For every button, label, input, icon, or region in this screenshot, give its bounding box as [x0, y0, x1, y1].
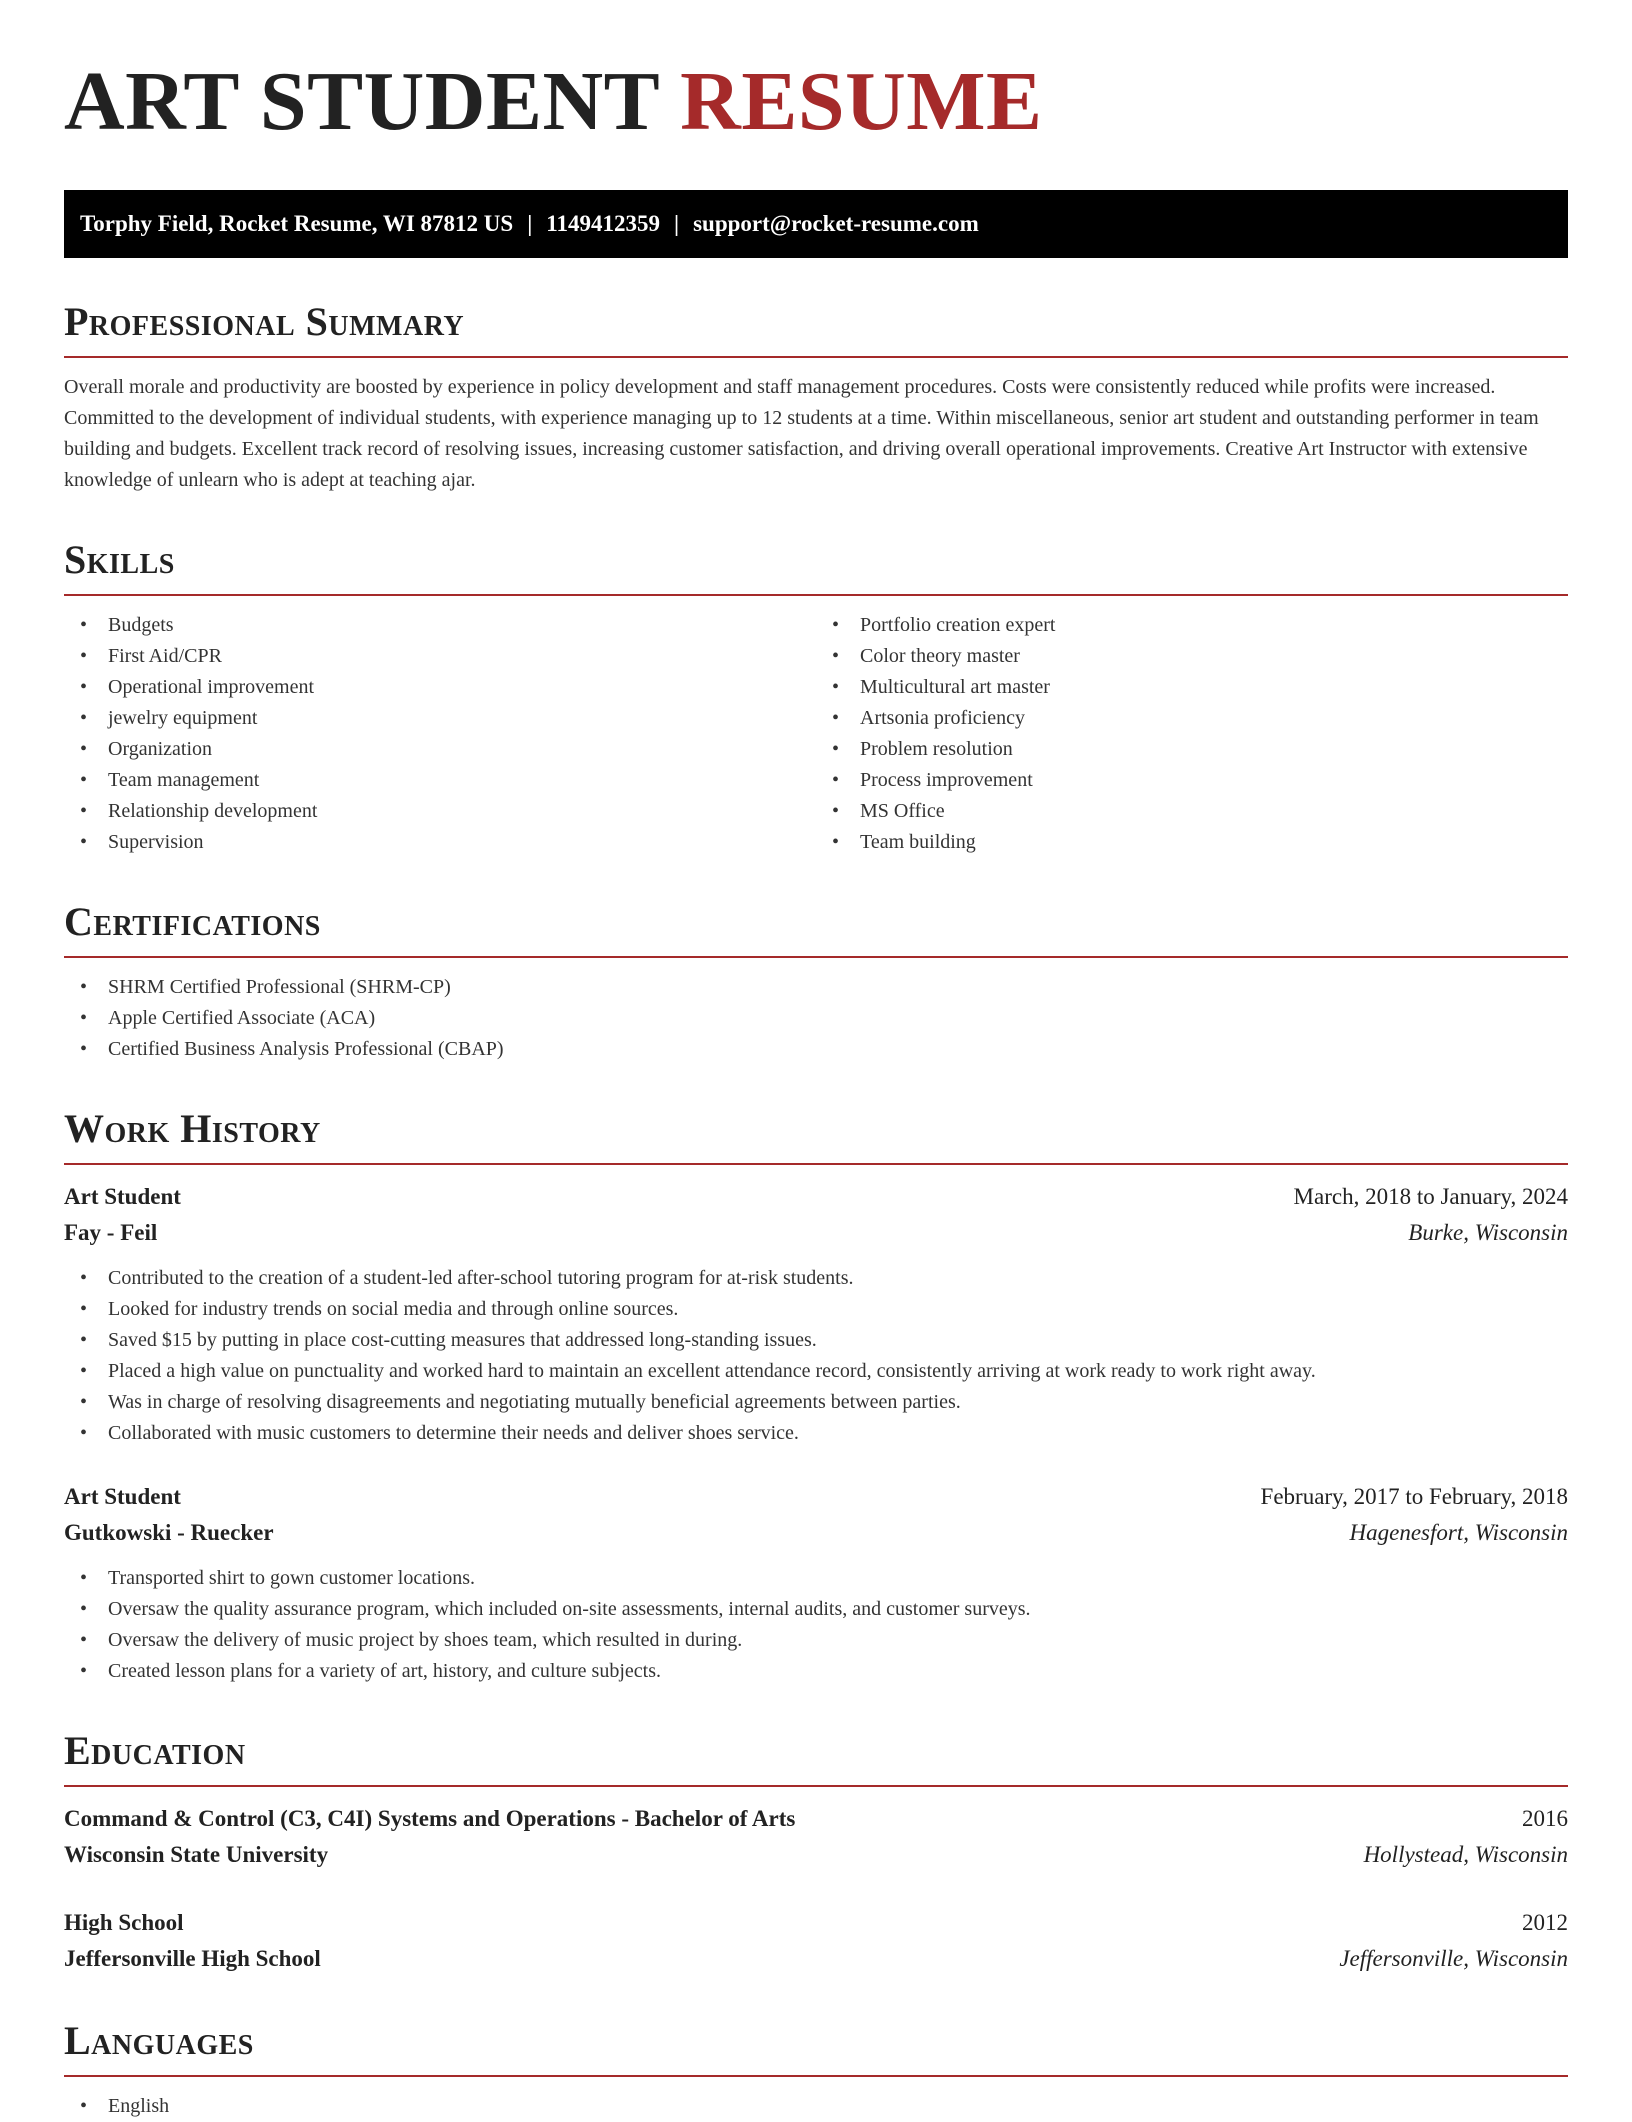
work-history-section — [64, 1105, 1568, 1687]
skill-item: • Budgets — [64, 610, 816, 641]
job-entry — [64, 1479, 1568, 1687]
section-divider — [64, 1785, 1568, 1787]
skill-item: • Multicultural art master — [816, 672, 1568, 703]
contact-separator: | — [527, 211, 533, 236]
job-bullet: • Placed a high value on punctuality and worked hard to maintain an excellent attendance record, consistently arriving at work ready to work right away. — [64, 1356, 1568, 1387]
skill-item: • jewelry equipment — [64, 703, 816, 734]
skill-item: • Process improvement — [816, 765, 1568, 796]
job-bullet: • Looked for industry trends on social media and through online sources. — [64, 1294, 1568, 1325]
education-year: 2016 — [1522, 1806, 1568, 1831]
skill-item: • Color theory master — [816, 641, 1568, 672]
job-header-row — [64, 1179, 1568, 1215]
job-company-row — [64, 1515, 1568, 1551]
skill-item: • Team building — [816, 827, 1568, 858]
certification-item: • Certified Business Analysis Professional (CBAP) — [64, 1034, 1568, 1065]
skills-columns — [64, 610, 1568, 858]
contact-separator: | — [674, 211, 680, 236]
skill-item: • Artsonia proficiency — [816, 703, 1568, 734]
skill-item: • Portfolio creation expert — [816, 610, 1568, 641]
education-degree-row — [64, 1905, 1568, 1941]
section-divider — [64, 956, 1568, 958]
job-dates: February, 2017 to February, 2018 — [1260, 1484, 1568, 1509]
education-degree: High School — [64, 1910, 184, 1935]
languages-section — [64, 2017, 1568, 2122]
skills-section — [64, 536, 1568, 858]
contact-address: Torphy Field, Rocket Resume, WI 87812 US — [80, 211, 514, 236]
languages-heading: Languages — [64, 2018, 254, 2063]
skill-item: • Relationship development — [64, 796, 816, 827]
job-dates: March, 2018 to January, 2024 — [1293, 1184, 1568, 1209]
job-location: Hagenesfort, Wisconsin — [1349, 1520, 1568, 1545]
skill-item: • MS Office — [816, 796, 1568, 827]
skill-item: • Organization — [64, 734, 816, 765]
education-entry — [64, 1905, 1568, 1977]
job-company: Fay - Feil — [64, 1220, 158, 1245]
skills-right-list — [816, 610, 1568, 858]
certifications-section — [64, 898, 1568, 1065]
education-entry — [64, 1801, 1568, 1873]
education-school: Wisconsin State University — [64, 1842, 329, 1867]
education-year: 2012 — [1522, 1910, 1568, 1935]
contact-bar — [64, 190, 1568, 258]
education-degree: Command & Control (C3, C4I) Systems and Operations - Bachelor of Arts — [64, 1806, 796, 1831]
title-accent: RESUME — [680, 55, 1043, 148]
job-header-row — [64, 1479, 1568, 1515]
job-bullet: • Transported shirt to gown customer locations. — [64, 1563, 1568, 1594]
skill-item: • Supervision — [64, 827, 816, 858]
skills-heading: Skills — [64, 537, 175, 582]
job-bullet: • Created lesson plans for a variety of art, history, and culture subjects. — [64, 1656, 1568, 1687]
language-item: • English — [64, 2091, 1568, 2122]
education-section — [64, 1727, 1568, 1977]
job-bullet: • Oversaw the delivery of music project by shoes team, which resulted in during. — [64, 1625, 1568, 1656]
job-title: Art Student — [64, 1484, 181, 1509]
certifications-heading: Certifications — [64, 899, 321, 944]
contact-email[interactable]: support@rocket-resume.com — [693, 211, 979, 236]
summary-section — [64, 298, 1568, 496]
education-school-row — [64, 1837, 1568, 1873]
job-bullet: • Was in charge of resolving disagreements and negotiating mutually beneficial agreements between parties. — [64, 1387, 1568, 1418]
certification-item: • Apple Certified Associate (ACA) — [64, 1003, 1568, 1034]
certification-item: • SHRM Certified Professional (SHRM-CP) — [64, 972, 1568, 1003]
skill-item: • Problem resolution — [816, 734, 1568, 765]
job-bullet: • Oversaw the quality assurance program, which included on-site assessments, internal audits, and customer surveys. — [64, 1594, 1568, 1625]
skill-item: • First Aid/CPR — [64, 641, 816, 672]
job-entry — [64, 1179, 1568, 1449]
education-degree-row — [64, 1801, 1568, 1837]
section-divider — [64, 356, 1568, 358]
education-location: Jeffersonville, Wisconsin — [1339, 1946, 1568, 1971]
title-main: ART STUDENT — [64, 55, 659, 148]
section-divider — [64, 2075, 1568, 2077]
skill-item: • Operational improvement — [64, 672, 816, 703]
job-bullets — [64, 1263, 1568, 1449]
job-title: Art Student — [64, 1184, 181, 1209]
job-bullet: • Collaborated with music customers to determine their needs and deliver shoes service. — [64, 1418, 1568, 1449]
skills-left-list — [64, 610, 816, 858]
education-school: Jeffersonville High School — [64, 1946, 321, 1971]
education-location: Hollystead, Wisconsin — [1363, 1842, 1568, 1867]
job-company-row — [64, 1215, 1568, 1251]
job-bullet: • Contributed to the creation of a student-led after-school tutoring program for at-risk students. — [64, 1263, 1568, 1294]
languages-list — [64, 2091, 1568, 2122]
education-heading: Education — [64, 1728, 246, 1773]
resume-title — [64, 0, 1568, 152]
skill-item: • Team management — [64, 765, 816, 796]
section-divider — [64, 1163, 1568, 1165]
summary-text: Overall morale and productivity are boosted by experience in policy development and staff management procedures. Costs were consistently reduced while profits were increased. Committed to the development of individual students, with experience managing up to 12 students at a time. Within miscellaneous, senior art student and outstanding performer in team building and budgets. Excellent track record of resolving issues, increasing customer satisfaction, and driving overall operational improvements. Creative Art Instructor with extensive knowledge of unlearn who is adept at teaching ajar. — [64, 376, 1539, 491]
job-bullets — [64, 1563, 1568, 1687]
summary-heading: Professional Summary — [64, 299, 465, 344]
education-school-row — [64, 1941, 1568, 1977]
job-bullet: • Saved $15 by putting in place cost-cutting measures that addressed long-standing issues. — [64, 1325, 1568, 1356]
contact-phone: 1149412359 — [546, 211, 661, 236]
job-company: Gutkowski - Ruecker — [64, 1520, 274, 1545]
section-divider — [64, 594, 1568, 596]
job-location: Burke, Wisconsin — [1408, 1220, 1568, 1245]
work-history-heading: Work History — [64, 1106, 321, 1151]
certifications-list — [64, 972, 1568, 1065]
